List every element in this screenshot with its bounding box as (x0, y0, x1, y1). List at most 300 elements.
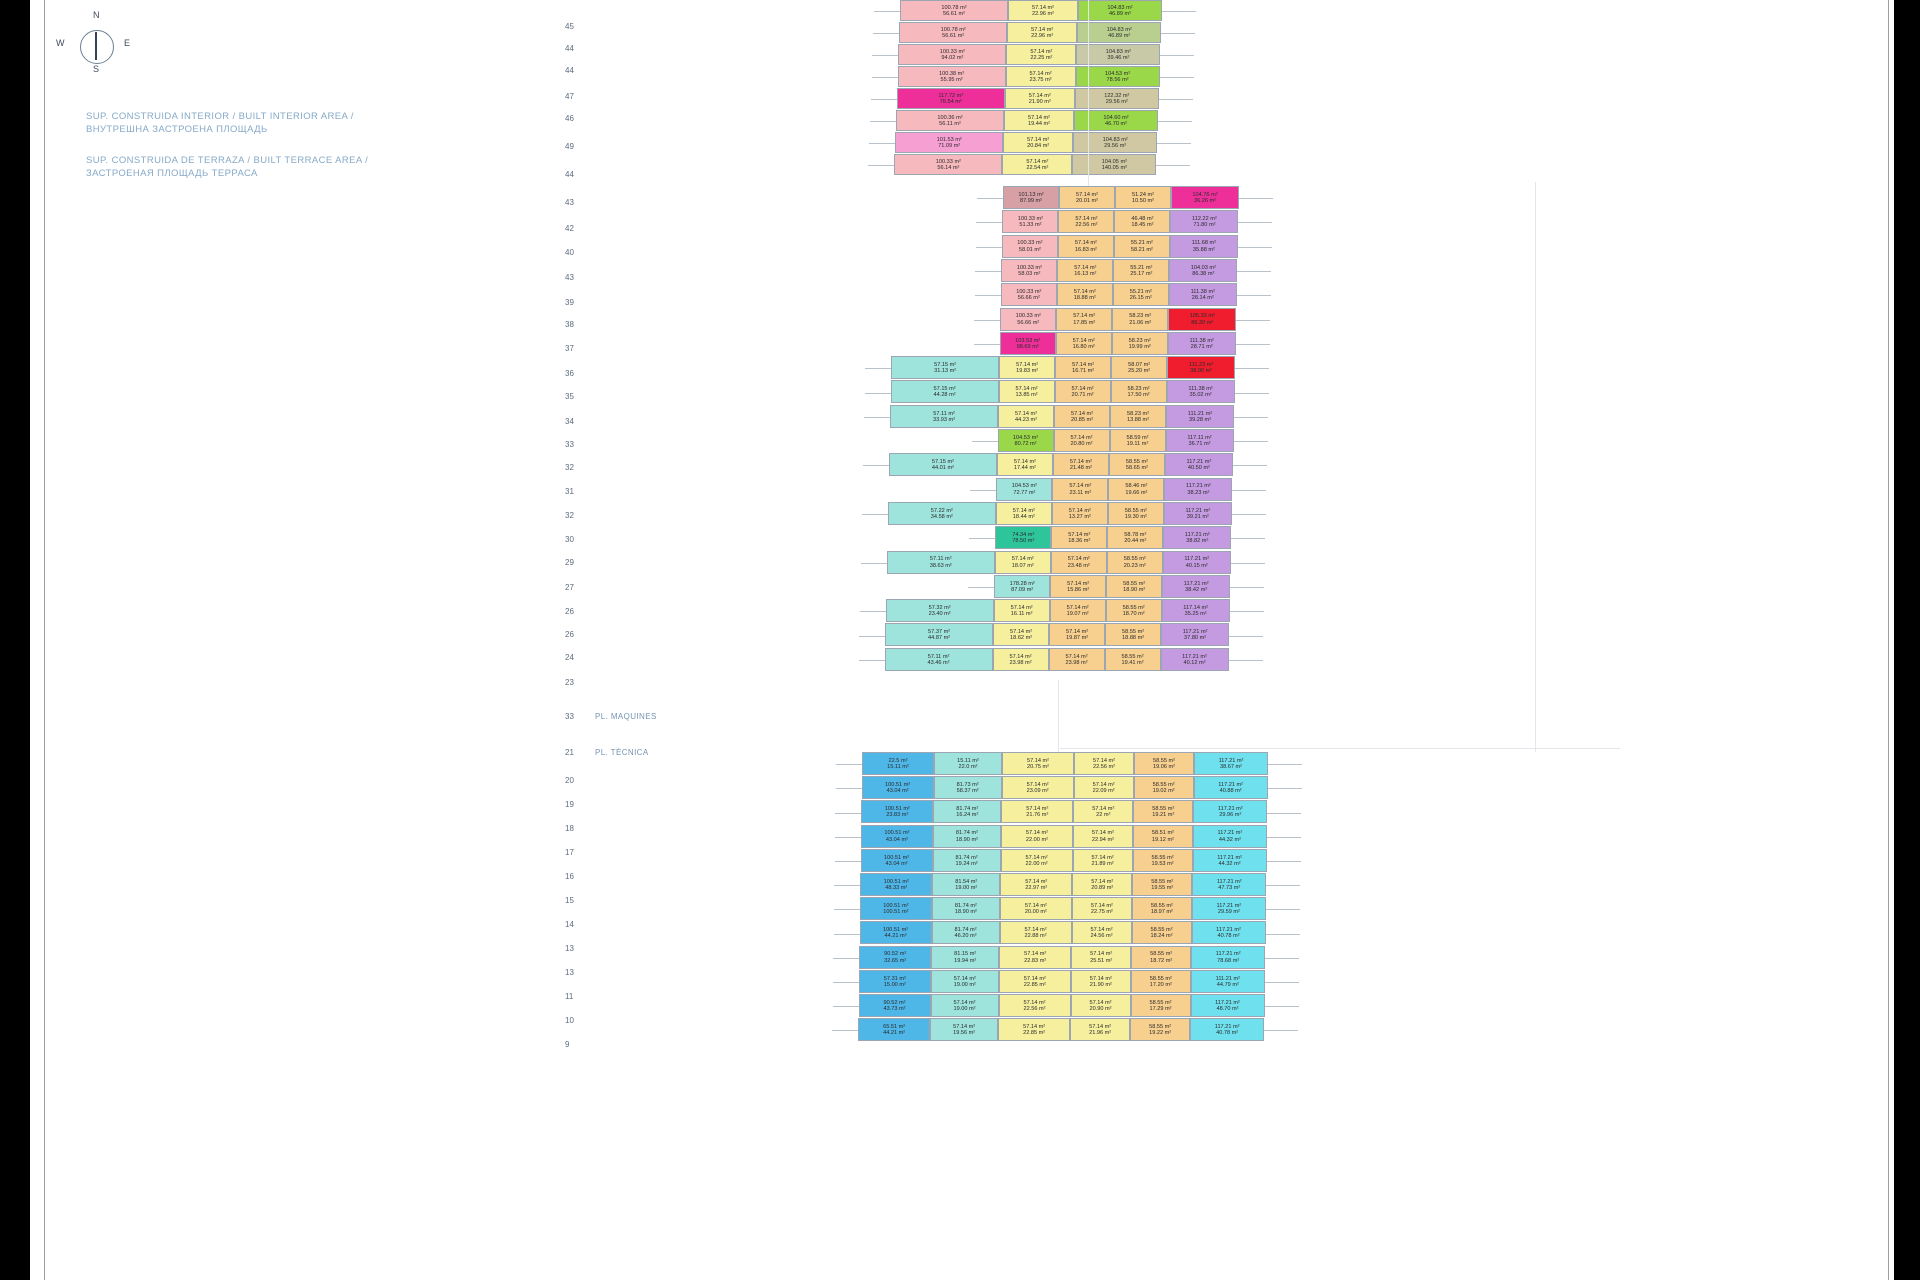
unit-interior-area: 58.55 m² (1151, 854, 1174, 861)
unit-cell[interactable] (1052, 478, 1108, 501)
compass-west-label: W (56, 38, 65, 48)
unit-cell[interactable] (1057, 283, 1113, 306)
unit-cell[interactable] (1169, 259, 1237, 282)
unit-terrace-area: 22.25 m² (1030, 54, 1053, 61)
unit-cell[interactable] (1000, 921, 1072, 944)
unit-cell[interactable] (899, 22, 1007, 43)
unit-cell[interactable] (1110, 405, 1166, 428)
unit-terrace-area: 26.15 m² (1129, 295, 1152, 302)
unit-cell[interactable] (1002, 776, 1074, 799)
unit-cell[interactable] (1133, 849, 1193, 872)
unit-interior-area: 57.22 m² (930, 507, 953, 514)
unit-cell[interactable] (998, 1018, 1070, 1041)
unit-interior-area: 74.34 m² (1012, 532, 1035, 539)
unit-interior-area: 57.14 m² (1016, 361, 1039, 368)
floor-number: 15 (565, 896, 574, 905)
unit-terrace-area: 23.83 m² (886, 812, 909, 819)
floor-number: 20 (565, 776, 574, 785)
unit-cell[interactable] (1078, 0, 1162, 21)
unit-cell[interactable] (1002, 210, 1058, 233)
unit-cell[interactable] (1058, 210, 1114, 233)
unit-row[interactable] (1000, 332, 1236, 355)
unit-cell[interactable] (1132, 897, 1192, 920)
unit-cell[interactable] (1055, 356, 1111, 379)
unit-cell[interactable] (1193, 825, 1267, 848)
unit-interior-area: 57.14 m² (1072, 337, 1095, 344)
frame-line-right (1888, 0, 1889, 1280)
unit-cell[interactable] (1001, 259, 1057, 282)
unit-cell[interactable] (1191, 970, 1265, 993)
unit-cell[interactable] (994, 575, 1050, 598)
unit-cell[interactable] (1058, 235, 1114, 258)
unit-interior-area: 57.14 m² (1031, 4, 1055, 11)
unit-terrace-area: 35.88 m² (1192, 246, 1215, 253)
unit-terrace-area: 17.50 m² (1127, 392, 1150, 399)
unit-interior-area: 55.21 m² (1130, 240, 1153, 247)
unit-cell[interactable] (860, 921, 932, 944)
unit-cell[interactable] (861, 825, 933, 848)
leader-line (1265, 1006, 1299, 1007)
unit-row[interactable] (860, 921, 1266, 944)
unit-terrace-area: 44.32 m² (1218, 860, 1241, 867)
unit-terrace-area: 20.85 m² (1071, 416, 1094, 423)
unit-interior-area: 111.38 m² (1190, 289, 1215, 296)
unit-row[interactable] (891, 356, 1235, 379)
unit-interior-area: 58.55 m² (1150, 951, 1173, 958)
unit-interior-area: 100.78 m² (940, 26, 966, 33)
unit-cell[interactable] (1192, 873, 1266, 896)
leader-line (1159, 99, 1193, 100)
unit-cell[interactable] (1170, 235, 1238, 258)
unit-cell[interactable] (1193, 849, 1267, 872)
unit-interior-area: 81.74 m² (954, 902, 977, 909)
unit-row[interactable] (888, 502, 1232, 525)
unit-cell[interactable] (1054, 405, 1110, 428)
unit-terrace-area: 44.87 m² (928, 635, 951, 642)
leader-line (1268, 788, 1302, 789)
unit-cell[interactable] (1000, 332, 1056, 355)
unit-cell[interactable] (1108, 478, 1164, 501)
unit-cell[interactable] (1166, 429, 1234, 452)
unit-row[interactable] (994, 575, 1230, 598)
unit-cell[interactable] (896, 110, 1004, 131)
unit-terrace-area: 80.72 m² (1014, 441, 1037, 448)
unit-cell[interactable] (1134, 752, 1194, 775)
unit-row[interactable] (1001, 259, 1237, 282)
unit-cell[interactable] (1111, 356, 1167, 379)
unit-row[interactable] (899, 22, 1161, 43)
unit-interior-area: 57.14 m² (1092, 806, 1115, 813)
unit-cell[interactable] (1161, 648, 1229, 671)
unit-cell[interactable] (1107, 551, 1163, 574)
unit-cell[interactable] (1071, 946, 1131, 969)
floor-number: 40 (565, 248, 574, 257)
unit-cell[interactable] (1002, 154, 1072, 175)
unit-cell[interactable] (1164, 502, 1232, 525)
unit-cell[interactable] (1166, 405, 1234, 428)
unit-cell[interactable] (1191, 994, 1265, 1017)
unit-row[interactable] (861, 800, 1267, 823)
unit-terrace-area: 37.80 m² (1184, 635, 1207, 642)
unit-interior-area: 81.73 m² (956, 781, 979, 788)
unit-cell[interactable] (895, 132, 1003, 153)
leader-line (833, 958, 859, 959)
unit-terrace-area: 21.90 m² (1028, 98, 1051, 105)
unit-cell[interactable] (996, 478, 1052, 501)
unit-cell[interactable] (1052, 502, 1108, 525)
unit-row[interactable] (895, 132, 1157, 153)
unit-row[interactable] (1002, 210, 1238, 233)
unit-cell[interactable] (889, 453, 997, 476)
unit-cell[interactable] (1114, 235, 1170, 258)
unit-cell[interactable] (862, 776, 934, 799)
unit-terrace-area: 16.11 m² (1010, 611, 1033, 618)
unit-cell[interactable] (1071, 994, 1131, 1017)
unit-cell[interactable] (1109, 453, 1165, 476)
unit-cell[interactable] (891, 380, 999, 403)
unit-cell[interactable] (898, 44, 1006, 65)
unit-cell[interactable] (1161, 623, 1229, 646)
unit-cell[interactable] (1106, 575, 1162, 598)
unit-cell[interactable] (1055, 380, 1111, 403)
unit-cell[interactable] (885, 623, 993, 646)
unit-cell[interactable] (1057, 259, 1113, 282)
floor-number: 29 (565, 558, 574, 567)
unit-cell[interactable] (1162, 575, 1230, 598)
unit-cell[interactable] (861, 800, 933, 823)
unit-cell[interactable] (1191, 946, 1265, 969)
unit-cell[interactable] (1054, 429, 1110, 452)
unit-cell[interactable] (1164, 478, 1232, 501)
unit-cell[interactable] (999, 946, 1071, 969)
unit-cell[interactable] (897, 88, 1005, 109)
unit-cell[interactable] (1107, 526, 1163, 549)
unit-cell[interactable] (860, 897, 932, 920)
unit-row[interactable] (898, 66, 1160, 87)
unit-cell[interactable] (1114, 210, 1170, 233)
unit-terrace-area: 86.30 m² (1191, 319, 1214, 326)
unit-cell[interactable] (1193, 800, 1267, 823)
unit-cell[interactable] (858, 1018, 930, 1041)
unit-row[interactable] (861, 849, 1267, 872)
unit-cell[interactable] (1134, 776, 1194, 799)
unit-cell[interactable] (1115, 186, 1171, 209)
unit-cell[interactable] (890, 405, 998, 428)
unit-row[interactable] (862, 776, 1268, 799)
unit-interior-area: 58.55 m² (1122, 629, 1145, 636)
unit-interior-area: 111.38 m² (1188, 386, 1213, 393)
unit-interior-area: 117.72 m² (938, 92, 964, 99)
unit-cell[interactable] (1167, 356, 1235, 379)
unit-cell[interactable] (1170, 210, 1238, 233)
unit-cell[interactable] (1001, 800, 1073, 823)
unit-cell[interactable] (1001, 825, 1073, 848)
leader-line (1237, 271, 1271, 272)
leader-line (1231, 563, 1265, 564)
unit-row[interactable] (900, 0, 1162, 21)
unit-cell[interactable] (931, 994, 999, 1017)
unit-row[interactable] (1003, 186, 1239, 209)
unit-row[interactable] (859, 970, 1265, 993)
unit-cell[interactable] (1072, 154, 1156, 175)
unit-cell[interactable] (999, 356, 1055, 379)
unit-row[interactable] (889, 453, 1233, 476)
unit-cell[interactable] (1106, 599, 1162, 622)
unit-cell[interactable] (1169, 283, 1237, 306)
unit-cell[interactable] (860, 873, 932, 896)
unit-cell[interactable] (1001, 283, 1057, 306)
unit-cell[interactable] (859, 946, 931, 969)
unit-cell[interactable] (1006, 44, 1076, 65)
unit-cell[interactable] (885, 648, 993, 671)
unit-cell[interactable] (1131, 994, 1191, 1017)
unit-cell[interactable] (933, 849, 1001, 872)
unit-interior-area: 51.24 m² (1131, 191, 1155, 198)
unit-interior-area: 57.14 m² (1091, 830, 1114, 837)
unit-row[interactable] (890, 405, 1234, 428)
unit-cell[interactable] (859, 970, 931, 993)
unit-row[interactable] (861, 825, 1267, 848)
unit-cell[interactable] (932, 921, 1000, 944)
unit-cell[interactable] (888, 502, 996, 525)
unit-cell[interactable] (1194, 776, 1268, 799)
envelope-line (1535, 182, 1536, 752)
unit-cell[interactable] (1131, 970, 1191, 993)
unit-row[interactable] (891, 380, 1235, 403)
unit-cell[interactable] (1168, 332, 1236, 355)
unit-row[interactable] (1001, 283, 1237, 306)
unit-terrace-area: 19.24 m² (955, 860, 978, 867)
leader-line (1266, 909, 1300, 910)
unit-cell[interactable] (933, 800, 1001, 823)
unit-cell[interactable] (1192, 897, 1266, 920)
unit-cell[interactable] (1073, 800, 1133, 823)
unit-cell[interactable] (1132, 873, 1192, 896)
unit-interior-area: 100.33 m² (935, 158, 961, 165)
unit-cell[interactable] (999, 994, 1071, 1017)
unit-cell[interactable] (887, 551, 995, 574)
unit-cell[interactable] (1113, 259, 1169, 282)
unit-cell[interactable] (1105, 623, 1161, 646)
unit-interior-area: 81.54 m² (955, 878, 978, 885)
envelope-line (1058, 680, 1059, 752)
unit-cell[interactable] (1006, 66, 1076, 87)
unit-cell[interactable] (1056, 332, 1112, 355)
unit-cell[interactable] (1074, 752, 1134, 775)
unit-cell[interactable] (930, 1018, 998, 1041)
unit-cell[interactable] (933, 825, 1001, 848)
unit-cell[interactable] (934, 752, 1002, 775)
unit-cell[interactable] (1071, 970, 1131, 993)
unit-cell[interactable] (1110, 429, 1166, 452)
unit-terrace-area: 40.50 m² (1187, 465, 1210, 472)
leader-line (968, 587, 994, 588)
unit-cell[interactable] (1008, 0, 1078, 21)
unit-cell[interactable] (1073, 132, 1157, 153)
unit-interior-area: 58.55 m² (1125, 459, 1148, 466)
unit-row[interactable] (896, 110, 1158, 131)
unit-cell[interactable] (1111, 380, 1167, 403)
unit-cell[interactable] (1162, 599, 1230, 622)
unit-cell[interactable] (1168, 308, 1236, 331)
unit-cell[interactable] (1059, 186, 1115, 209)
unit-cell[interactable] (1105, 648, 1161, 671)
unit-cell[interactable] (1108, 502, 1164, 525)
unit-terrace-area: 38.82 m² (1186, 538, 1209, 545)
unit-interior-area: 57.14 m² (1071, 386, 1094, 393)
unit-row[interactable] (995, 526, 1231, 549)
unit-interior-area: 100.33 m² (1015, 313, 1041, 320)
unit-cell[interactable] (1133, 825, 1193, 848)
unit-cell[interactable] (1072, 921, 1132, 944)
unit-cell[interactable] (1073, 825, 1133, 848)
unit-cell[interactable] (934, 776, 1002, 799)
unit-terrace-area: 46.89 m² (1108, 10, 1132, 17)
unit-cell[interactable] (1074, 776, 1134, 799)
unit-row[interactable] (996, 478, 1232, 501)
unit-cell[interactable] (886, 599, 994, 622)
unit-cell[interactable] (862, 752, 934, 775)
leader-line (977, 198, 1003, 199)
unit-row[interactable] (859, 946, 1265, 969)
unit-row[interactable] (862, 752, 1268, 775)
unit-terrace-area: 18.97 m² (1150, 909, 1173, 916)
unit-cell[interactable] (859, 994, 931, 1017)
unit-cell[interactable] (1004, 110, 1074, 131)
unit-cell[interactable] (1051, 551, 1107, 574)
unit-cell[interactable] (1070, 1018, 1130, 1041)
floor-number: 18 (565, 824, 574, 833)
unit-cell[interactable] (932, 897, 1000, 920)
unit-terrace-area: 39.21 m² (1186, 513, 1209, 520)
unit-cell[interactable] (1131, 946, 1191, 969)
unit-cell[interactable] (997, 453, 1053, 476)
unit-cell[interactable] (1003, 132, 1073, 153)
unit-cell[interactable] (1053, 453, 1109, 476)
unit-terrace-area: 20.23 m² (1123, 562, 1146, 569)
unit-cell[interactable] (1002, 235, 1058, 258)
unit-cell[interactable] (1163, 551, 1231, 574)
unit-cell[interactable] (993, 623, 1049, 646)
unit-cell[interactable] (1049, 648, 1105, 671)
unit-cell[interactable] (931, 946, 999, 969)
unit-row[interactable] (897, 88, 1159, 109)
unit-cell[interactable] (1074, 110, 1158, 131)
unit-row[interactable] (886, 599, 1230, 622)
unit-row[interactable] (885, 648, 1229, 671)
unit-cell[interactable] (1077, 22, 1161, 43)
unit-cell[interactable] (993, 648, 1049, 671)
unit-row[interactable] (885, 623, 1229, 646)
unit-cell[interactable] (998, 405, 1054, 428)
unit-cell[interactable] (1000, 897, 1072, 920)
unit-cell[interactable] (1000, 308, 1056, 331)
unit-cell[interactable] (1005, 88, 1075, 109)
unit-cell[interactable] (999, 380, 1055, 403)
unit-cell[interactable] (998, 429, 1054, 452)
leader-line (835, 861, 861, 862)
unit-cell[interactable] (1050, 599, 1106, 622)
unit-cell[interactable] (994, 599, 1050, 622)
unit-cell[interactable] (1190, 1018, 1264, 1041)
unit-cell[interactable] (900, 0, 1008, 21)
unit-row[interactable] (887, 551, 1231, 574)
unit-cell[interactable] (1113, 283, 1169, 306)
unit-interior-area: 111.21 m² (1215, 975, 1241, 982)
unit-cell[interactable] (999, 970, 1071, 993)
unit-row[interactable] (859, 994, 1265, 1017)
unit-terrace-area: 25.17 m² (1130, 270, 1153, 277)
unit-cell[interactable] (1163, 526, 1231, 549)
unit-row[interactable] (894, 154, 1156, 175)
unit-interior-area: 57.14 m² (953, 999, 976, 1006)
unit-cell[interactable] (1165, 453, 1233, 476)
unit-cell[interactable] (1073, 849, 1133, 872)
unit-cell[interactable] (891, 356, 999, 379)
unit-cell[interactable] (1072, 897, 1132, 920)
unit-cell[interactable] (861, 849, 933, 872)
unit-row[interactable] (860, 873, 1266, 896)
unit-cell[interactable] (931, 970, 999, 993)
unit-cell[interactable] (1112, 308, 1168, 331)
unit-cell[interactable] (996, 502, 1052, 525)
unit-terrace-area: 78.56 m² (1106, 76, 1129, 83)
unit-cell[interactable] (995, 551, 1051, 574)
unit-cell[interactable] (1192, 921, 1266, 944)
unit-cell[interactable] (1002, 752, 1074, 775)
unit-cell[interactable] (1072, 873, 1132, 896)
unit-cell[interactable] (1056, 308, 1112, 331)
unit-interior-area: 57.14 m² (1015, 386, 1038, 393)
leader-line (872, 55, 898, 56)
unit-cell[interactable] (898, 66, 1006, 87)
leader-line (1266, 934, 1300, 935)
unit-row[interactable] (1000, 308, 1236, 331)
unit-cell[interactable] (1049, 623, 1105, 646)
unit-cell[interactable] (1050, 575, 1106, 598)
unit-cell[interactable] (995, 526, 1051, 549)
unit-cell[interactable] (1171, 186, 1239, 209)
unit-cell[interactable] (932, 873, 1000, 896)
unit-cell[interactable] (1132, 921, 1192, 944)
unit-cell[interactable] (1000, 873, 1072, 896)
unit-terrace-area: 44.23 m² (1015, 416, 1038, 423)
leader-line (833, 1006, 859, 1007)
unit-cell[interactable] (1167, 380, 1235, 403)
unit-interior-area: 57.14 m² (1066, 604, 1089, 611)
unit-cell[interactable] (1194, 752, 1268, 775)
unit-cell[interactable] (1001, 849, 1073, 872)
unit-cell[interactable] (1130, 1018, 1190, 1041)
leader-line (864, 417, 890, 418)
unit-cell[interactable] (1051, 526, 1107, 549)
unit-interior-area: 100.51 m² (883, 902, 909, 909)
unit-cell[interactable] (1112, 332, 1168, 355)
unit-row[interactable] (898, 44, 1160, 65)
unit-row[interactable] (1002, 235, 1238, 258)
unit-cell[interactable] (1007, 22, 1077, 43)
unit-row[interactable] (860, 897, 1266, 920)
leader-line (836, 788, 862, 789)
unit-interior-area: 104.83 m² (1102, 136, 1128, 143)
unit-cell[interactable] (894, 154, 1002, 175)
unit-interior-area: 104.53 m² (1012, 434, 1039, 441)
floor-number: 44 (565, 66, 574, 75)
unit-row[interactable] (858, 1018, 1264, 1041)
unit-cell[interactable] (1133, 800, 1193, 823)
unit-row[interactable] (998, 429, 1234, 452)
unit-cell[interactable] (1003, 186, 1059, 209)
